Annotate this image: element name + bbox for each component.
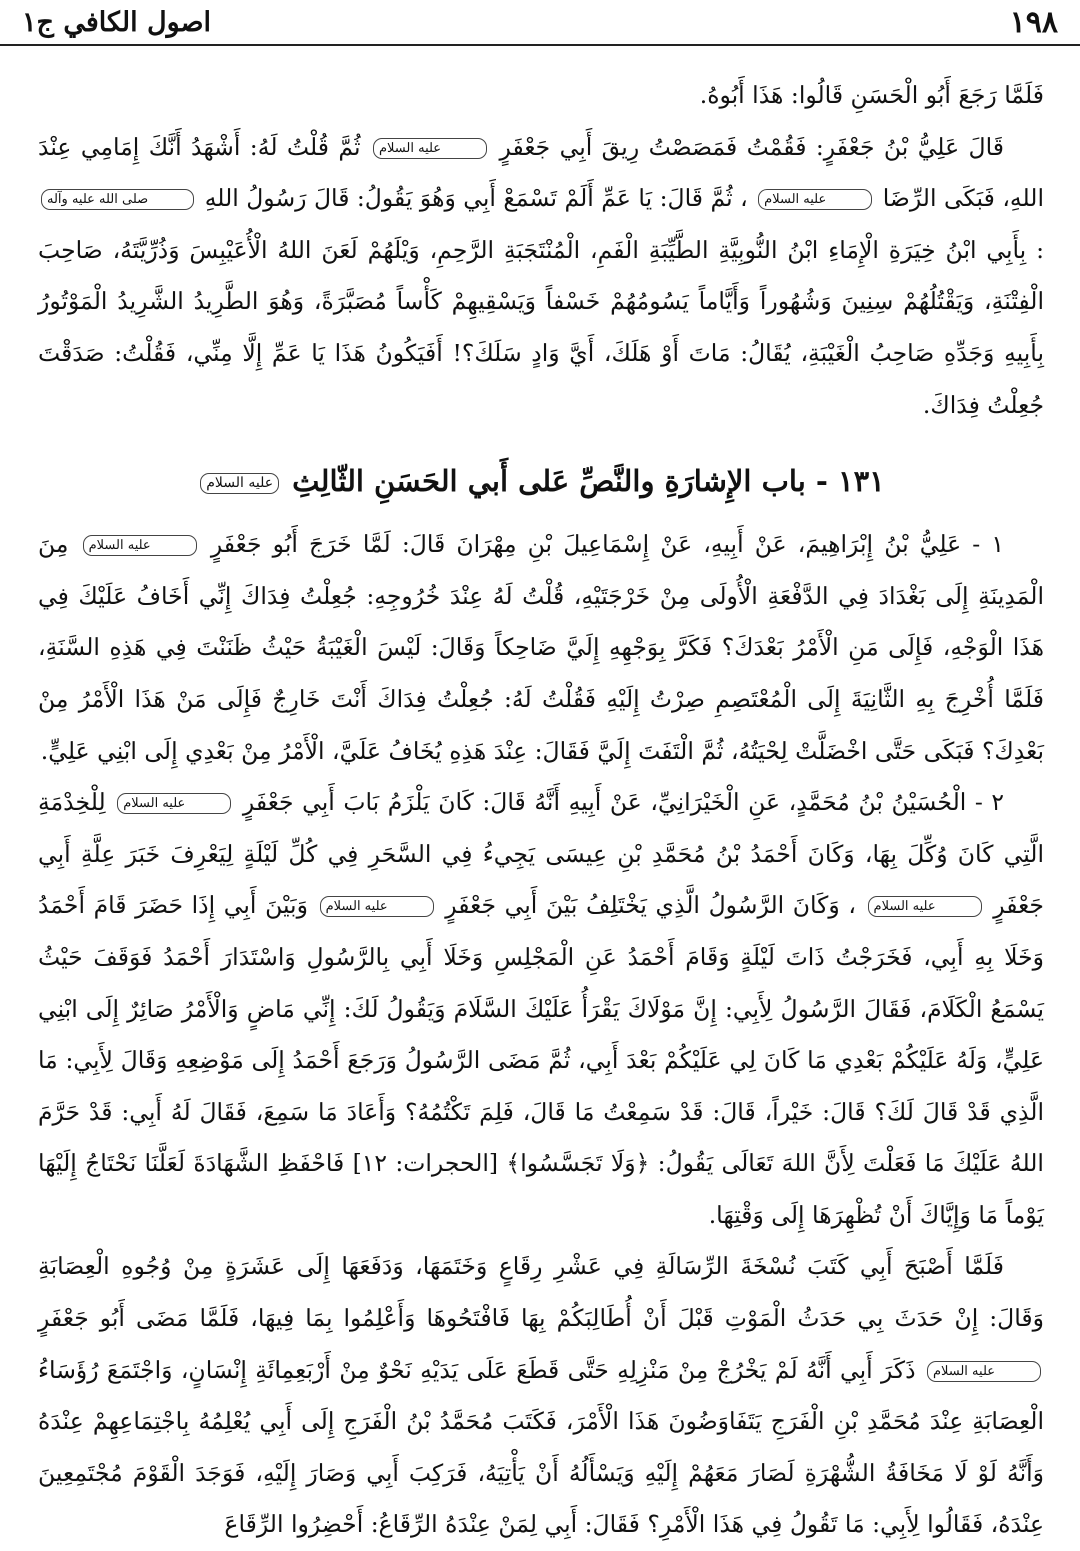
- honorific-icon: صلى الله عليه وآله: [41, 189, 194, 210]
- chapter-heading: [38, 443, 1044, 519]
- paragraph-ali-bin-jafar: [38, 122, 1044, 432]
- text-segment: ، ثُمَّ قَالَ: يَا عَمِّ أَلَمْ تَسْمَعْ أَبِي وَهُوَ يَقُولُ: قَالَ رَسُولُ اللهِ: [204, 184, 748, 213]
- hadith-1: [38, 519, 1044, 777]
- text-segment: فَلَمَّا رَجَعَ أَبُو الْحَسَنِ قَالُوا: هَذَا أَبُوهُ.: [699, 81, 1044, 109]
- honorific-icon: عليه السلام: [373, 138, 487, 159]
- text-segment: ثُمَّ قُلْتُ لَهُ: أَشْهَدُ أَنَّكَ إِمَامِي عِنْدَ اللهِ، فَبَكَى الرِّضَا: [38, 132, 1044, 213]
- paragraph-return: [38, 70, 1044, 122]
- quran-verse: ﴿وَلَا تَجَسَّسُوا﴾: [506, 1149, 650, 1178]
- text-segment: لِلْخِدْمَةِ الَّتِي كَانَ وُكِّلَ بِهَا، وَكَانَ أَحْمَدُ بْنُ مُحَمَّدِ بْنِ عِيسَى يَجِيءُ فِي السَّحَرِ فِي كُلِّ لَيْلَةٍ لِيَعْرِفَ خَبَرَ عِلَّةِ أَبِي جَعْفَرٍ: [38, 788, 1044, 920]
- honorific-icon: عليه السلام: [200, 473, 279, 494]
- text-segment: فَلَمَّا أَصْبَحَ أَبِي كَتَبَ نُسْخَةَ الرِّسَالَةِ فِي عَشْرِ رِقَاعٍ وَخَتَمَهَا، وَدَفَعَهَا إِلَى عَشَرَةٍ مِنْ وُجُوهِ الْعِصَابَةِ وَقَالَ: إِنْ حَدَثَ بِي حَدَثُ الْمَوْتِ قَبْلَ أَنْ أُطَالِبَكُمْ بِهَا فَافْتَحُوهَا وَأَعْلِمُوا بِمَا فِيهَا، فَلَمَّا مَضَى أَبُو جَعْفَرٍ: [38, 1252, 1044, 1333]
- text-segment: وَبَيْنَ أَبِي إِذَا حَضَرَ قَامَ أَحْمَدُ وَخَلَا بِهِ أَبِي، فَخَرَجْتُ ذَاتَ لَيْلَةٍ وَقَامَ أَحْمَدُ عَنِ الْمَجْلِسِ وَخَلَا أَبِي بِالرَّسُولِ وَاسْتَدَارَ أَحْمَدُ فَوَقَفَ حَيْثُ يَسْمَعُ الْكَلَامَ، فَقَالَ الرَّسُولُ لِأَبِي: إِنَّ مَوْلَاكَ يَقْرَأُ عَلَيْكَ السَّلَامَ وَيَقُولُ لَكَ: إِنِّي مَاضٍ وَالْأَمْرُ صَائِرٌ إِلَى ابْنِي عَلِيٍّ، وَلَهُ عَلَيْكُمْ بَعْدِي مَا كَانَ لِي عَلَيْكُمْ بَعْدَ أَبِي، ثُمَّ مَضَى الرَّسُولُ وَرَجَعَ أَحْمَدُ إِلَى مَوْضِعِهِ وَقَالَ لِأَبِي: مَا الَّذِي قَدْ قَالَ لَكَ؟ قَالَ: خَيْراً، قَالَ: قَدْ سَمِعْتُ مَا قَالَ، فَلِمَ تَكْتُمُهُ؟ وَأَعَادَ مَا سَمِعَ، فَقَالَ لَهُ أَبِي: قَدْ حَرَّمَ اللهُ عَلَيْكَ مَا فَعَلْتَ لِأَنَّ اللهَ تَعَالَى يَقُولُ:: [38, 891, 1044, 1178]
- chapter-title: ١٣١ - باب الإِشارَةِ والنَّصِّ عَلى أَبي الحَسَنِ الثّالِثِ: [292, 464, 885, 499]
- text-segment: ٢ - الْحُسَيْنُ بْنُ مُحَمَّدٍ، عَنِ الْخَيْرَانِيِّ، عَنْ أَبِيهِ أَنَّهُ قَالَ: كَانَ يَلْزَمُ بَابَ أَبِي جَعْفَرٍ: [242, 788, 1004, 817]
- text-segment: قَالَ عَلِيُّ بْنُ جَعْفَرٍ: فَقُمْتُ فَمَصَصْتُ رِيقَ أَبِي جَعْفَرٍ: [499, 132, 1004, 161]
- page-header: [0, 0, 1080, 46]
- text-segment: فَاحْفَظِ الشَّهَادَةَ لَعَلَّنَا نَحْتَاجُ إِلَيْهَا يَوْماً مَا وَإِيَّاكَ أَنْ تُظْهِرَهَا إِلَى وَقْتِهَا.: [38, 1149, 1044, 1229]
- text-segment: مِنَ الْمَدِينَةِ إِلَى بَغْدَادَ فِي الدَّفْعَةِ الْأُولَى مِنْ خَرْجَتَيْهِ، قُلْتُ لَهُ عِنْدَ خُرُوجِهِ: جُعِلْتُ فِدَاكَ إِنِّي أَخَافُ عَلَيْكَ فِي هَذَا الْوَجْهِ، فَإِلَى مَنِ الْأَمْرُ بَعْدَكَ؟ فَكَرَّ بِوَجْهِهِ إِلَيَّ ضَاحِكاً وَقَالَ: لَيْسَ الْغَيْبَةُ حَيْثُ ظَنَنْتَ فِي هَذِهِ السَّنَةِ، فَلَمَّا أُخْرِجَ بِهِ الثَّانِيَةَ إِلَى الْمُعْتَصِمِ صِرْتُ إِلَيْهِ فَقُلْتُ لَهُ: جُعِلْتُ فِدَاكَ أَنْتَ خَارِجٌ فَإِلَى مَنْ هَذَا الْأَمْرُ مِنْ بَعْدِكَ؟ فَبَكَى حَتَّى اخْضَلَّتْ لِحْيَتُهُ، ثُمَّ الْتَفَتَ إِلَيَّ فَقَالَ: عِنْدَ هَذِهِ يُخَافُ عَلَيَّ، الْأَمْرُ مِنْ بَعْدِي إِلَى ابْنِي عَلِيٍّ.: [38, 530, 1044, 765]
- page-body: [38, 70, 1044, 1551]
- book-title: اصول الكافي ج١: [22, 6, 212, 38]
- hadith-2: [38, 777, 1044, 1241]
- honorific-icon: عليه السلام: [320, 896, 434, 917]
- text-segment: ذَكَرَ أَبِي أَنَّهُ لَمْ يَخْرُجْ مِنْ مَنْزِلِهِ حَتَّى قَطَعَ عَلَى يَدَيْهِ نَحْوٌ مِنْ أَرْبَعِمِائَةِ إِنْسَانٍ، وَاجْتَمَعَ رُؤَسَاءُ الْعِصَابَةِ عِنْدَ مُحَمَّدِ بْنِ الْفَرَجِ يَتَفَاوَضُونَ هَذَا الْأَمْرَ، فَكَتَبَ مُحَمَّدُ بْنُ الْفَرَجِ إِلَى أَبِي يُعْلِمُهُ بِاجْتِمَاعِهِمْ عِنْدَهُ وَأَنَّهُ لَوْ لَا مَخَافَةُ الشُّهْرَةِ لَصَارَ مَعَهُمْ إِلَيْهِ وَيَسْأَلُهُ أَنْ يَأْتِيَهُ، فَرَكِبَ أَبِي وَصَارَ إِلَيْهِ، فَوَجَدَ الْقَوْمَ مُجْتَمِعِينَ عِنْدَهُ، فَقَالُوا لِأَبِي: مَا تَقُولُ فِي هَذَا الْأَمْرِ؟ فَقَالَ: أَبِي لِمَنْ عِنْدَهُ الرِّقَاعُ: أَحْضِرُوا الرِّقَاعَ: [38, 1355, 1044, 1539]
- page-number: ١٩٨: [1009, 4, 1058, 40]
- honorific-icon: عليه السلام: [868, 896, 982, 917]
- paragraph-letter: [38, 1241, 1044, 1551]
- text-segment: : بِأَبِي ابْنُ خِيَرَةِ الْإِمَاءِ ابْنُ النُّوبِيَّةِ الطَّيِّبَةِ الْفَمِ، الْمُنْتَجَبَةِ الرَّحِمِ، وَيْلَهُمْ لَعَنَ اللهُ الْأُعَيْبِسَ وَذُرِّيَّتَهُ، صَاحِبَ الْفِتْنَةِ، وَيَقْتُلُهُمْ سِنِينَ وَشُهُوراً وَأَيَّاماً يَسُومُهُمْ خَسْفاً وَيَسْقِيهِمْ كَأْساً مُصَبَّرَةً، وَهُوَ الطَّرِيدُ الشَّرِيدُ الْمَوْتُورُ بِأَبِيهِ وَجَدِّهِ صَاحِبُ الْغَيْبَةِ، يُقَالُ: مَاتَ أَوْ هَلَكَ، أَيَّ وَادٍ سَلَكَ؟! أَفَيَكُونُ هَذَا يَا عَمِّ إِلَّا مِنِّي، فَقُلْتُ: صَدَقْتَ جُعِلْتُ فِدَاكَ.: [38, 235, 1044, 419]
- honorific-icon: عليه السلام: [117, 793, 231, 814]
- honorific-icon: عليه السلام: [758, 189, 872, 210]
- quran-reference: [الحجرات: ١٢]: [352, 1149, 499, 1178]
- honorific-icon: عليه السلام: [927, 1361, 1041, 1382]
- honorific-icon: عليه السلام: [83, 535, 197, 556]
- text-segment: ، وَكَانَ الرَّسُولُ الَّذِي يَخْتَلِفُ بَيْنَ أَبِي جَعْفَرٍ: [445, 891, 856, 920]
- text-segment: ١ - عَلِيُّ بْنُ إِبْرَاهِيمَ، عَنْ أَبِيهِ، عَنْ إِسْمَاعِيلَ بْنِ مِهْرَانَ قَالَ: لَمَّا خَرَجَ أَبُو جَعْفَرٍ: [210, 530, 1004, 559]
